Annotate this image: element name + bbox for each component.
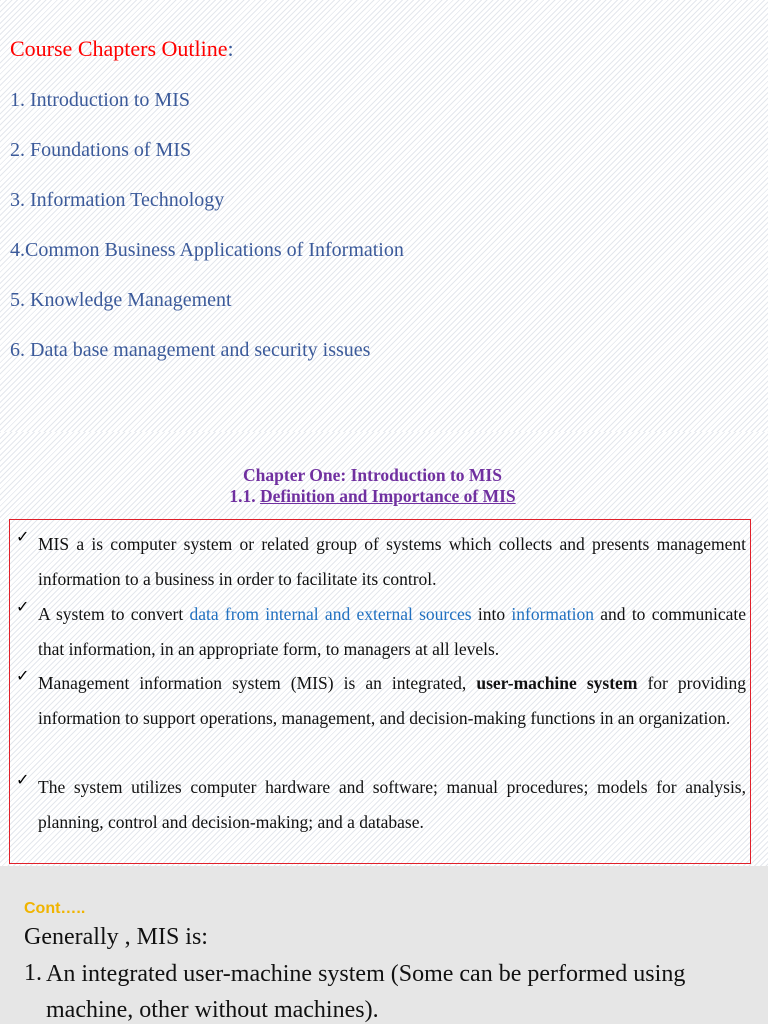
outline-item: 6. Data base management and security issues <box>10 339 371 361</box>
bullet-text-part: for providing information to support operations, management, and decision-making functions in an organization. <box>38 673 746 728</box>
checkmark-icon: ✓ <box>16 770 30 789</box>
checkmark-icon: ✓ <box>16 597 30 616</box>
bullet-text-part: into <box>471 604 512 624</box>
outline-title-colon: : <box>227 36 234 61</box>
highlight-information: information <box>511 604 594 624</box>
bullet-text: The system utilizes computer hardware and software; manual procedures; models for analysis, planning, control and decision-making; and a database. <box>38 777 746 832</box>
outline-item: 1. Introduction to MIS <box>10 89 190 111</box>
bullet-text-part: and to communicate that information, in an appropriate form, to managers at all levels. <box>38 604 746 659</box>
highlight-data-sources: data from internal and external sources <box>189 604 472 624</box>
cont-label: Cont….. <box>24 900 86 917</box>
chapter-heading <box>0 465 745 507</box>
checkmark-icon: ✓ <box>16 666 30 685</box>
bullet-text <box>38 666 746 735</box>
chapter-slide <box>0 432 768 866</box>
continuation-slide <box>0 866 768 1024</box>
chapter-title: Chapter One: Introduction to MIS <box>243 465 502 485</box>
section-title-link: Definition and Importance of MIS <box>259 486 516 506</box>
list-number: 1. <box>24 960 42 986</box>
outline-item: 4.Common Business Applications of Information <box>10 239 404 261</box>
intro-text: Generally , MIS is: <box>24 924 208 950</box>
outline-item: 5. Knowledge Management <box>10 289 232 311</box>
bullet-text-part: A system to convert <box>38 604 190 624</box>
outline-item: 2. Foundations of MIS <box>10 139 192 161</box>
bold-term: user-machine system <box>476 673 638 693</box>
bullet-text: MIS a is computer system or related group of systems which collects and presents management information to a business in order to facilitate its control. <box>38 534 746 589</box>
definition-box <box>9 519 751 864</box>
bullet-item <box>16 527 746 596</box>
outline-title-text: Course Chapters Outline <box>10 36 228 61</box>
list-item-text: An integrated user-machine system (Some can be performed using machine, other without machines). <box>46 961 686 1023</box>
outline-item: 3. Information Technology <box>10 189 225 211</box>
bullet-item <box>16 597 746 666</box>
outline-title <box>10 36 234 62</box>
section-title <box>0 486 745 507</box>
outline-slide <box>0 0 768 432</box>
checkmark-icon: ✓ <box>16 527 30 546</box>
bullet-text <box>38 597 746 666</box>
bullet-item <box>16 666 746 735</box>
bullet-text-part: Management information system (MIS) is an integrated, <box>38 673 477 693</box>
bullet-item <box>16 770 746 839</box>
section-number: 1.1. <box>229 486 260 506</box>
